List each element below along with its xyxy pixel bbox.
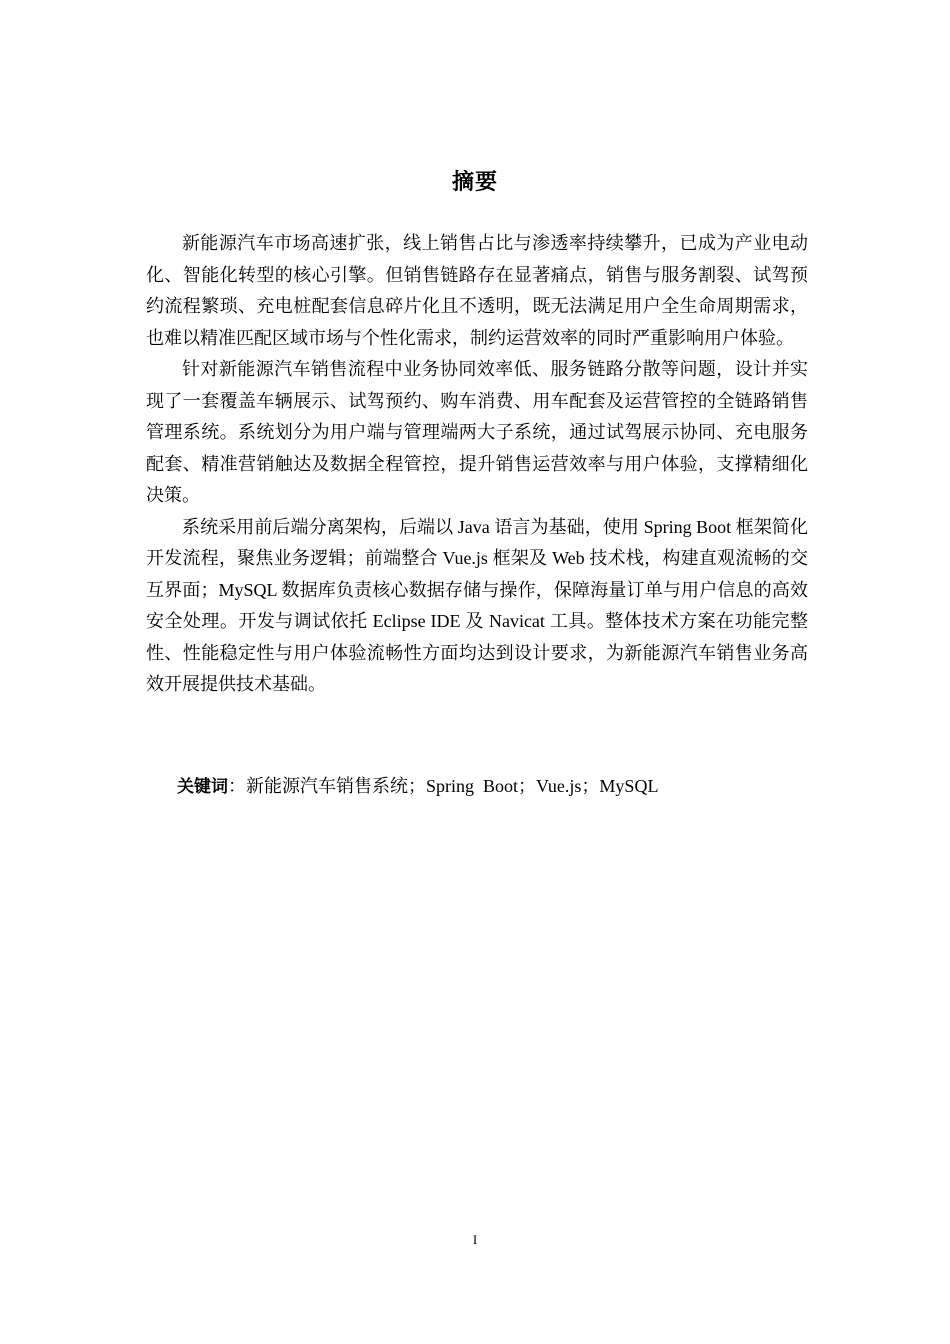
abstract-paragraph-2: 针对新能源汽车销售流程中业务协同效率低、服务链路分散等问题，设计并实现了一套覆盖车辆展示、试驾预约、购车消费、用车配套及运营管控的全链路销售管理系统。系统划分为用户端与管理端两大子系统，通过试驾展示协同、充电服务配套、精准营销触达及数据全程管控，提升销售运营效率与用户体验，支撑精细化决策。 (146, 359, 808, 505)
keywords-separator: ： (228, 776, 246, 796)
abstract-paragraph-1: 新能源汽车市场高速扩张，线上销售占比与渗透率持续攀升，已成为产业电动化、智能化转型的核心引擎。但销售链路存在显著痛点，销售与服务割裂、试驾预约流程繁琐、充电桩配套信息碎片化且不透明，既无法满足用户全生命周期需求，也难以精准匹配区域市场与个性化需求，制约运营效率的同时严重影响用户体验。 (146, 233, 808, 348)
keywords-line (177, 770, 817, 803)
keywords-value: 新能源汽车销售系统；Spring Boot；Vue.js；MySQL (246, 776, 659, 796)
abstract-body (146, 228, 808, 701)
keywords-label: 关键词 (177, 777, 228, 797)
abstract-paragraph-3: 系统采用前后端分离架构，后端以 Java 语言为基础，使用 Spring Boot 框架简化开发流程，聚焦业务逻辑；前端整合 Vue.js 框架及 Web 技术栈，构建直观流畅的交互界面；MySQL 数据库负责核心数据存储与操作，保障海量订单与用户信息的高效安全处理。开发与调试依托 Eclipse IDE 及 Navicat 工具。整体技术方案在功能完整性、性能稳定性与用户体验流畅性方面均达到设计要求，为新能源汽车销售业务高效开展提供技术基础。 (146, 516, 808, 694)
page-title: 摘要 (451, 170, 498, 195)
page-number: I (472, 1232, 478, 1247)
